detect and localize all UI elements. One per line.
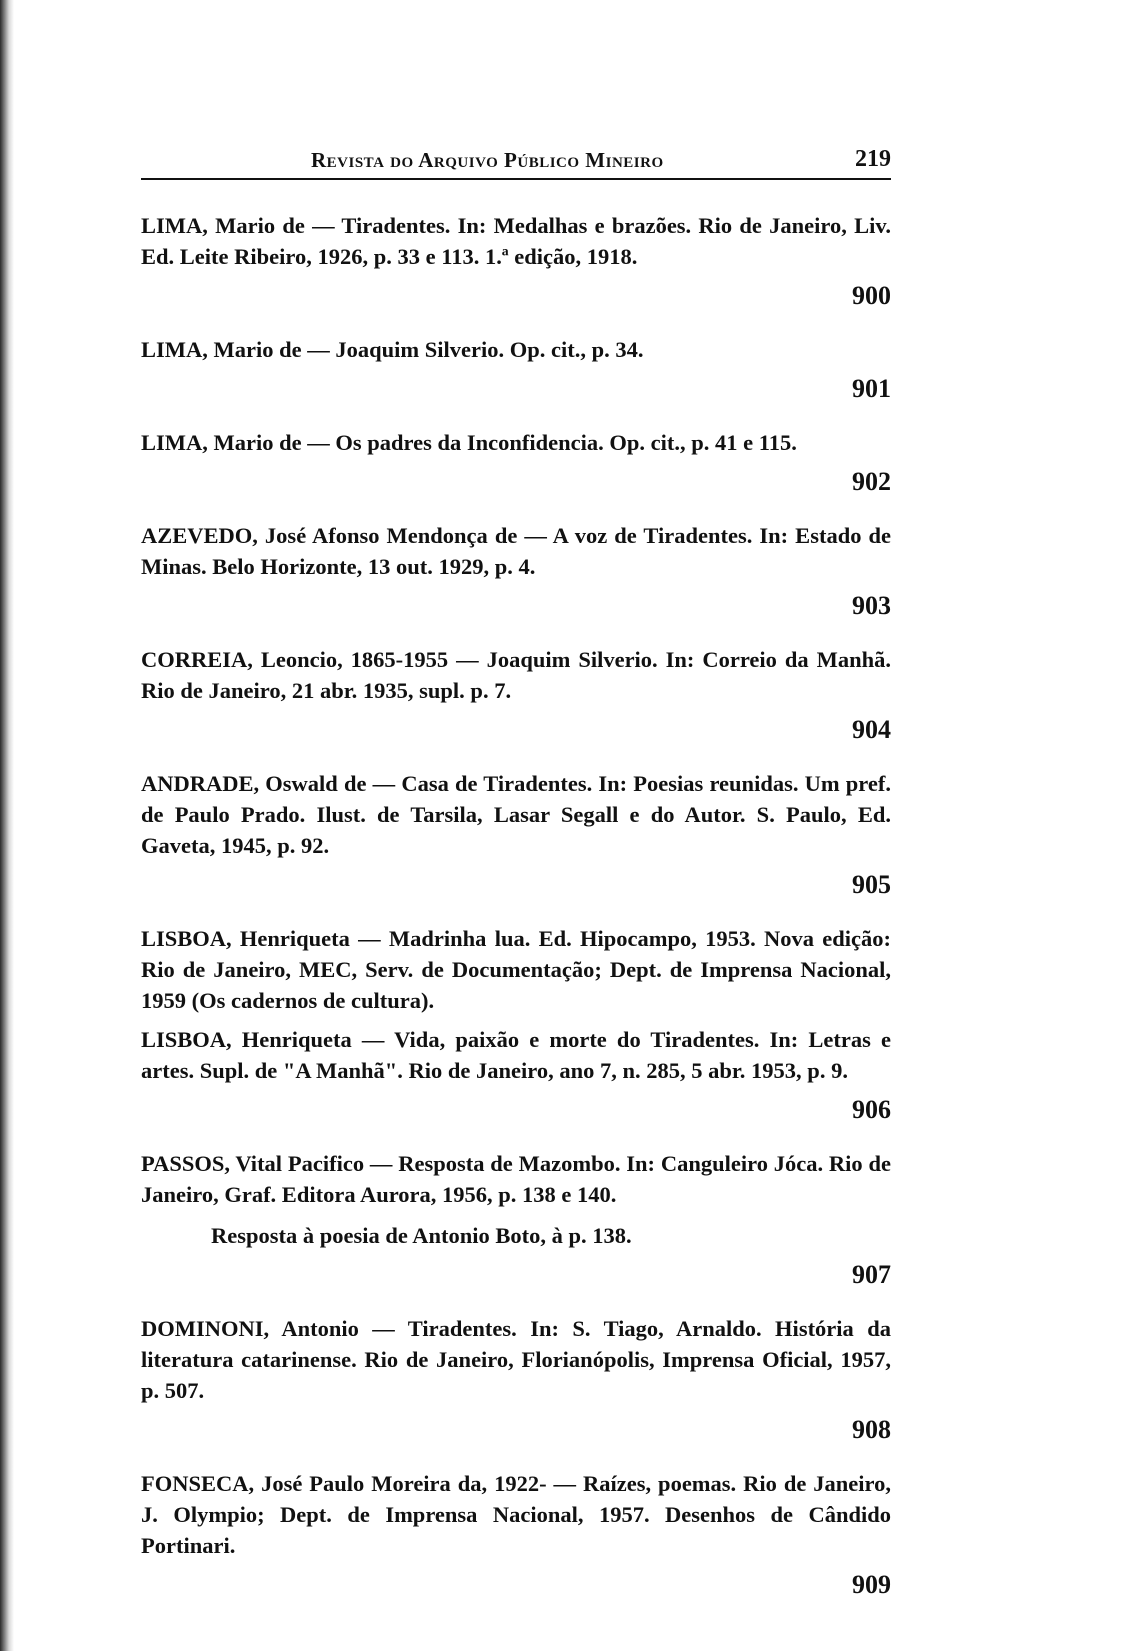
bibliography-entry: CORREIA, Leoncio, 1865-1955 — Joaquim Silverio. In: Correio da Manhã. Rio de Janeiro, 21 abr. 1935, supl. p. 7. <box>141 647 891 703</box>
bibliography-entry: LIMA, Mario de — Joaquim Silverio. Op. cit., p. 34. <box>141 337 644 362</box>
bibliography-entry: AZEVEDO, José Afonso Mendonça de — A voz de Tiradentes. In: Estado de Minas. Belo Horizonte, 13 out. 1929, p. 4. <box>141 523 891 579</box>
bibliography-entry: LIMA, Mario de — Os padres da Inconfidencia. Op. cit., p. 41 e 115. <box>141 430 797 455</box>
entry-number: 902 <box>852 467 891 496</box>
entry-number: 909 <box>852 1570 891 1599</box>
journal-title: Revista do Arquivo Público Mineiro <box>311 148 664 172</box>
bibliography-entry: LISBOA, Henriqueta — Vida, paixão e morte do Tiradentes. In: Letras e artes. Supl. de "A Manhã". Rio de Janeiro, ano 7, n. 285, 5 abr. 1953, p. 9. <box>141 1027 891 1083</box>
bibliography-entry: LISBOA, Henriqueta — Madrinha lua. Ed. Hipocampo, 1953. Nova edição: Rio de Janeiro, MEC, Serv. de Documentação; Dept. de Imprensa Nacional, 1959 (Os cadernos de cultura). <box>141 926 891 1013</box>
entry-number: 905 <box>852 870 891 899</box>
page-header <box>141 142 891 180</box>
book-binding-edge <box>0 0 14 1651</box>
page-number: 219 <box>855 146 891 172</box>
entry-number: 900 <box>852 281 891 310</box>
entry-number: 906 <box>852 1095 891 1124</box>
entry-note: Resposta à poesia de Antonio Boto, à p. 138. <box>211 1223 632 1248</box>
bibliography-entry: FONSECA, José Paulo Moreira da, 1922- — Raízes, poemas. Rio de Janeiro, J. Olympio; Dept. de Imprensa Nacional, 1957. Desenhos de Cândido Portinari. <box>141 1471 891 1558</box>
bibliography-entry: ANDRADE, Oswald de — Casa de Tiradentes. In: Poesias reunidas. Um pref. de Paulo Prado. Ilust. de Tarsila, Lasar Segall e do Autor. S. Paulo, Ed. Gaveta, 1945, p. 92. <box>141 771 891 858</box>
bibliography-list <box>141 210 891 1611</box>
bibliography-entry: LIMA, Mario de — Tiradentes. In: Medalhas e brazões. Rio de Janeiro, Liv. Ed. Leite Ribeiro, 1926, p. 33 e 113. 1.ª edição, 1918. <box>141 213 891 269</box>
entry-number: 904 <box>852 715 891 744</box>
entry-number: 908 <box>852 1415 891 1444</box>
entry-number: 901 <box>852 374 891 403</box>
entry-number: 907 <box>852 1260 891 1289</box>
entry-number: 903 <box>852 591 891 620</box>
bibliography-entry: PASSOS, Vital Pacifico — Resposta de Mazombo. In: Canguleiro Jóca. Rio de Janeiro, Graf. Editora Aurora, 1956, p. 138 e 140. <box>141 1151 891 1207</box>
bibliography-entry: DOMINONI, Antonio — Tiradentes. In: S. Tiago, Arnaldo. História da literatura catarinense. Rio de Janeiro, Florianópolis, Imprensa Oficial, 1957, p. 507. <box>141 1316 891 1403</box>
